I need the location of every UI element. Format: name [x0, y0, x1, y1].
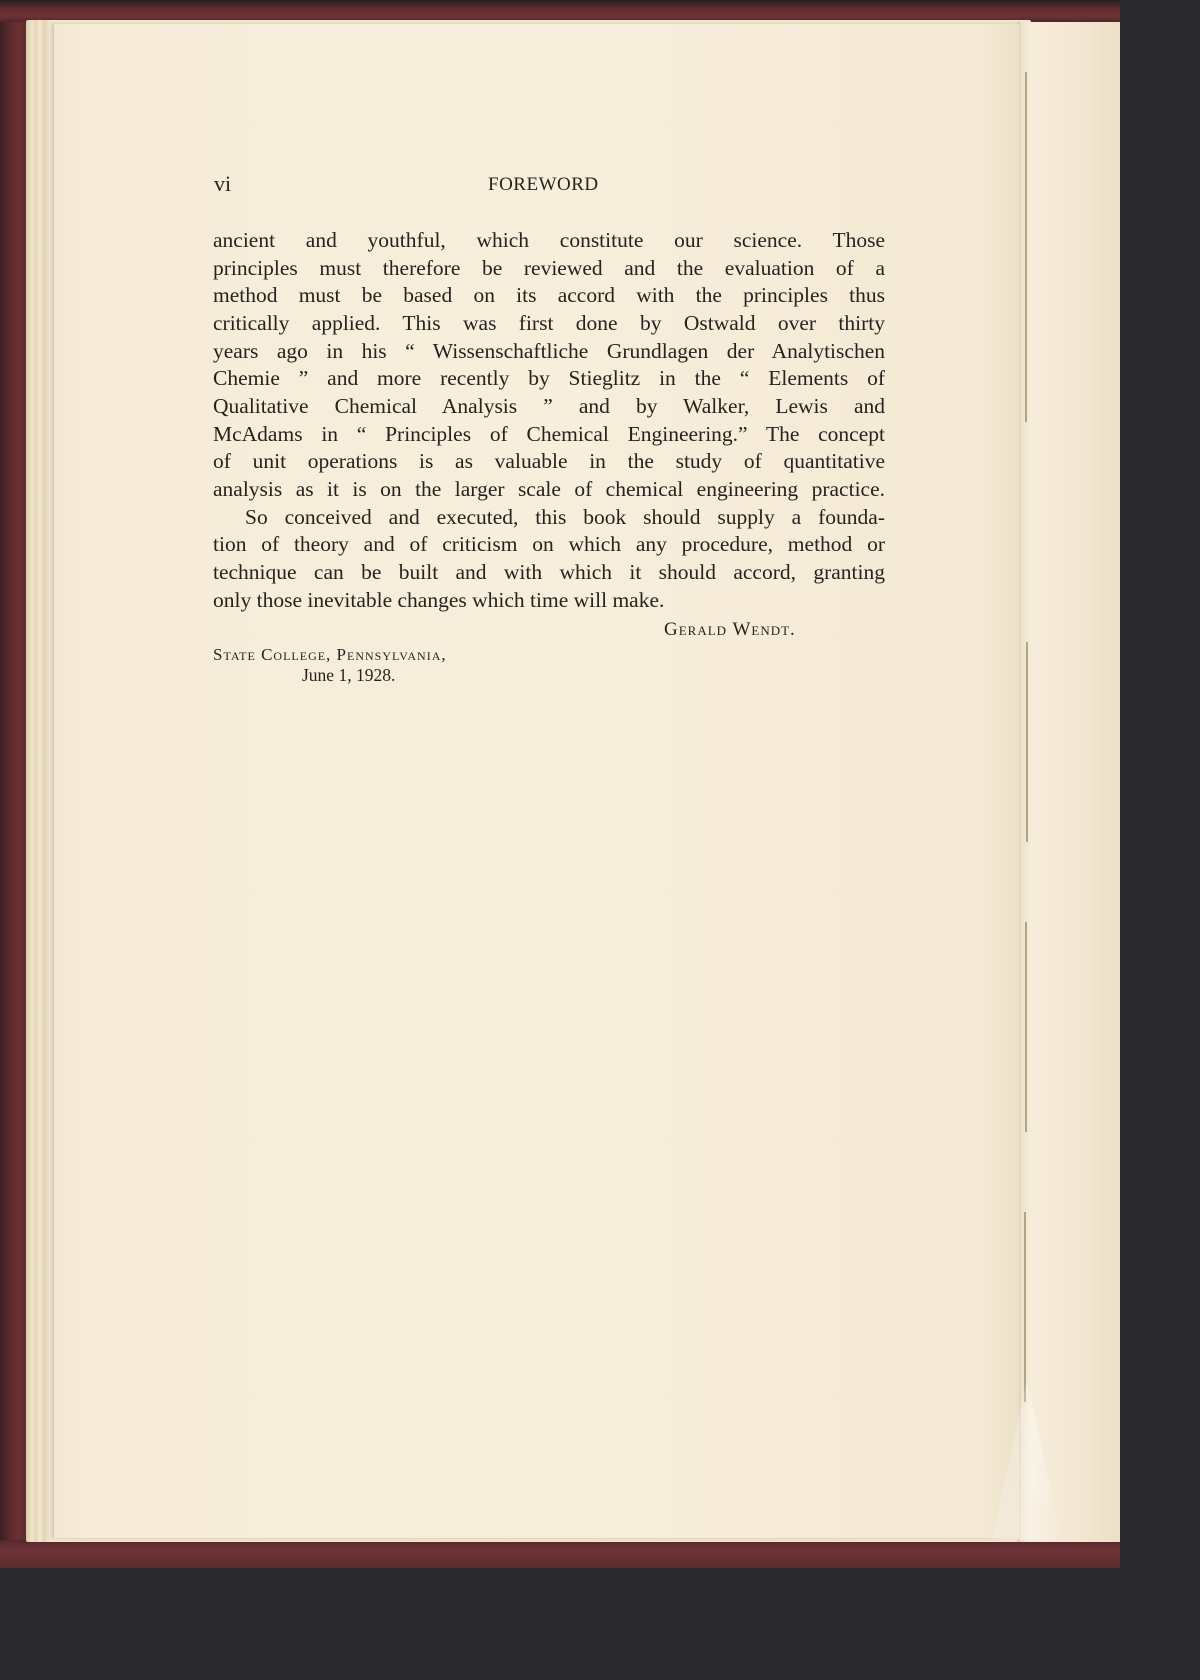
- text-line: Chemie ” and more recently by Stieglitz in the “ Elements of: [213, 366, 885, 390]
- cover-bottom-edge: [0, 1540, 1120, 1568]
- text-line: only those inevitable changes which time will make.: [213, 588, 665, 612]
- text-line: years ago in his “ Wissenschaftliche Grundlagen der Analytischen: [213, 339, 885, 363]
- text-line: principles must therefore be reviewed and the evaluation of a: [213, 256, 885, 280]
- right-page-edges: [1017, 22, 1120, 1542]
- text-line: technique can be built and with which it should accord, granting: [213, 560, 885, 584]
- text-line: McAdams in “ Principles of Chemical Engineering.” The concept: [213, 422, 885, 446]
- text-line: So conceived and executed, this book should supply a founda-: [245, 505, 885, 529]
- page-edge-line: [1025, 72, 1027, 422]
- place-line: State College, Pennsylvania,: [213, 645, 447, 664]
- text-line: analysis as it is on the larger scale of chemical engineering practice.: [213, 477, 885, 501]
- running-title: FOREWORD: [488, 174, 599, 195]
- author-signature: Gerald Wendt.: [664, 619, 796, 640]
- cover-top-edge: [0, 0, 1120, 22]
- text-line: of unit operations is as valuable in the study of quantitative: [213, 449, 885, 473]
- text-line: method must be based on its accord with the principles thus: [213, 283, 885, 307]
- page-edge-line: [1024, 1212, 1026, 1402]
- page-number: vi: [214, 171, 232, 196]
- text-line: ancient and youthful, which constitute our science. Those: [213, 228, 885, 252]
- page-edge-line: [1026, 642, 1028, 842]
- text-line: critically applied. This was first done by Ostwald over thirty: [213, 311, 885, 335]
- page-edge-line: [1025, 922, 1027, 1132]
- text-line: Qualitative Chemical Analysis ” and by Walker, Lewis and: [213, 394, 885, 418]
- text-line: tion of theory and of criticism on which any procedure, method or: [213, 532, 885, 556]
- date-line: June 1, 1928.: [302, 665, 396, 685]
